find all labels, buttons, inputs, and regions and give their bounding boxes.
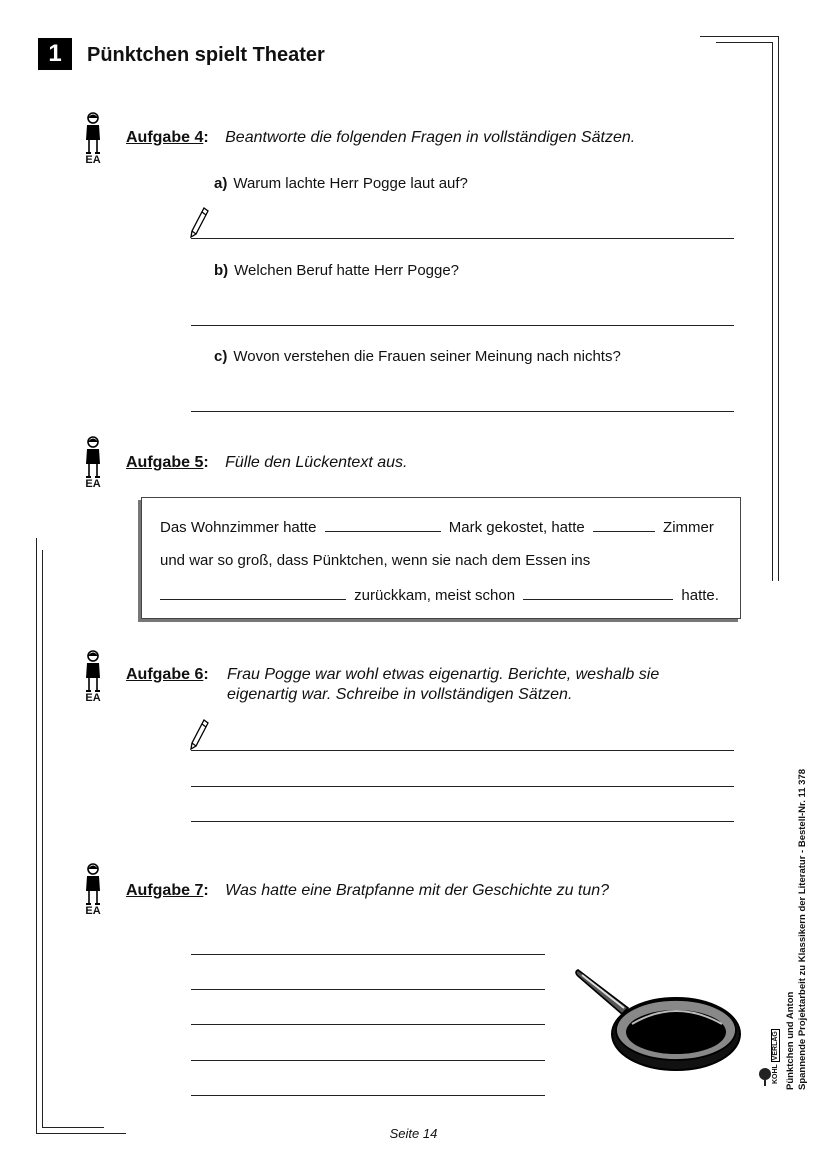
answer-line-7-2[interactable] <box>191 989 545 990</box>
frame-top-right-2 <box>716 42 772 43</box>
frame-left-1 <box>36 538 37 1134</box>
task-5-heading <box>126 454 407 472</box>
answer-line-7-4[interactable] <box>191 1060 545 1061</box>
ea-label: EA <box>85 154 101 166</box>
pencil-icon <box>189 719 209 751</box>
task-4-heading <box>126 129 635 147</box>
task-7-instruction: Was hatte eine Bratpfanne mit der Geschichte zu tun? <box>225 882 610 899</box>
task-5-label: Aufgabe 5 <box>126 454 204 471</box>
ea-label: EA <box>85 905 101 917</box>
cloze-row-3 <box>160 586 722 604</box>
publisher-logo <box>758 1032 788 1088</box>
task-6-label: Aufgabe 6 <box>126 666 204 683</box>
ea-label: EA <box>85 478 101 490</box>
sidebar-title: Pünktchen und Anton <box>785 991 796 1090</box>
task-7-heading <box>126 882 609 900</box>
colon: : <box>203 129 209 146</box>
ea-badge-t5 <box>78 436 108 490</box>
cloze-row-1 <box>160 518 722 536</box>
frame-right-1 <box>778 36 779 581</box>
answer-line-b[interactable] <box>191 325 734 326</box>
cloze-blank[interactable] <box>325 518 441 532</box>
tree-logo-icon <box>758 1068 772 1086</box>
cloze-text: Zimmer <box>663 519 714 536</box>
colon: : <box>203 882 209 899</box>
frame-right-2 <box>772 42 773 581</box>
cloze-text: zurückkam, meist schon <box>354 587 516 604</box>
answer-line-7-5[interactable] <box>191 1095 545 1096</box>
question-text: Wovon verstehen die Frauen seiner Meinung nach nichts? <box>233 348 621 365</box>
answer-line-6-3[interactable] <box>191 821 734 822</box>
colon: : <box>203 454 209 471</box>
cloze-row-2 <box>160 552 722 569</box>
question-text: Welchen Beruf hatte Herr Pogge? <box>234 262 460 279</box>
colon: : <box>203 666 209 683</box>
question-letter: b) <box>214 262 229 279</box>
frame-top-right-1 <box>700 36 778 37</box>
student-figure-icon <box>83 863 103 907</box>
question-c <box>214 348 621 365</box>
task-6-instruction-line-1: Frau Pogge war wohl etwas eigenartig. Berichte, weshalb sie <box>227 666 660 683</box>
chapter-number: 1 <box>38 38 72 70</box>
student-figure-icon <box>83 436 103 480</box>
ea-label: EA <box>85 692 101 704</box>
task-6-instruction-line-2: eigenartig war. Schreibe in vollständigen Sätzen. <box>227 686 573 703</box>
pencil-icon <box>189 207 209 239</box>
answer-line-6-2[interactable] <box>191 786 734 787</box>
cloze-text: Das Wohnzimmer hatte <box>160 519 317 536</box>
question-text: Warum lachte Herr Pogge laut auf? <box>233 175 468 192</box>
cloze-blank[interactable] <box>523 586 673 600</box>
ea-badge-t7 <box>78 863 108 917</box>
cloze-text: Mark gekostet, hatte <box>448 519 585 536</box>
chapter-title: Pünktchen spielt Theater <box>87 44 325 66</box>
task-7-label: Aufgabe 7 <box>126 882 204 899</box>
sidebar-subtitle: Spannende Projektarbeit zu Klassikern der Literatur - Bestell-Nr. 11 378 <box>797 768 808 1090</box>
question-letter: a) <box>214 175 228 192</box>
cloze-text-box <box>141 497 741 619</box>
cloze-text: hatte. <box>681 587 719 604</box>
cloze-blank[interactable] <box>593 518 655 532</box>
question-letter: c) <box>214 348 228 365</box>
ea-badge-t4 <box>78 112 108 166</box>
ea-badge-t6 <box>78 650 108 704</box>
task-5-instruction: Fülle den Lückentext aus. <box>225 454 408 471</box>
frying-pan-icon <box>572 968 744 1072</box>
answer-line-a[interactable] <box>191 238 734 239</box>
answer-line-7-1[interactable] <box>191 954 545 955</box>
answer-line-6-1[interactable] <box>191 750 734 751</box>
task-4-label: Aufgabe 4 <box>126 129 204 146</box>
answer-line-c[interactable] <box>191 411 734 412</box>
student-figure-icon <box>83 650 103 694</box>
page-number: Seite 14 <box>389 1126 438 1141</box>
student-figure-icon <box>83 112 103 156</box>
task-6-heading <box>126 666 209 684</box>
question-a <box>214 175 468 192</box>
answer-line-7-3[interactable] <box>191 1024 545 1025</box>
cloze-blank[interactable] <box>160 586 346 600</box>
publisher-name: KOHL VERLAG <box>772 1031 779 1084</box>
sidebar-info <box>785 769 809 1090</box>
frame-left-2 <box>42 550 43 1128</box>
task-4-instruction: Beantworte die folgenden Fragen in vollständigen Sätzen. <box>225 129 636 146</box>
question-b <box>214 262 459 279</box>
cloze-text: und war so groß, dass Pünktchen, wenn sie nach dem Essen ins <box>160 552 591 569</box>
